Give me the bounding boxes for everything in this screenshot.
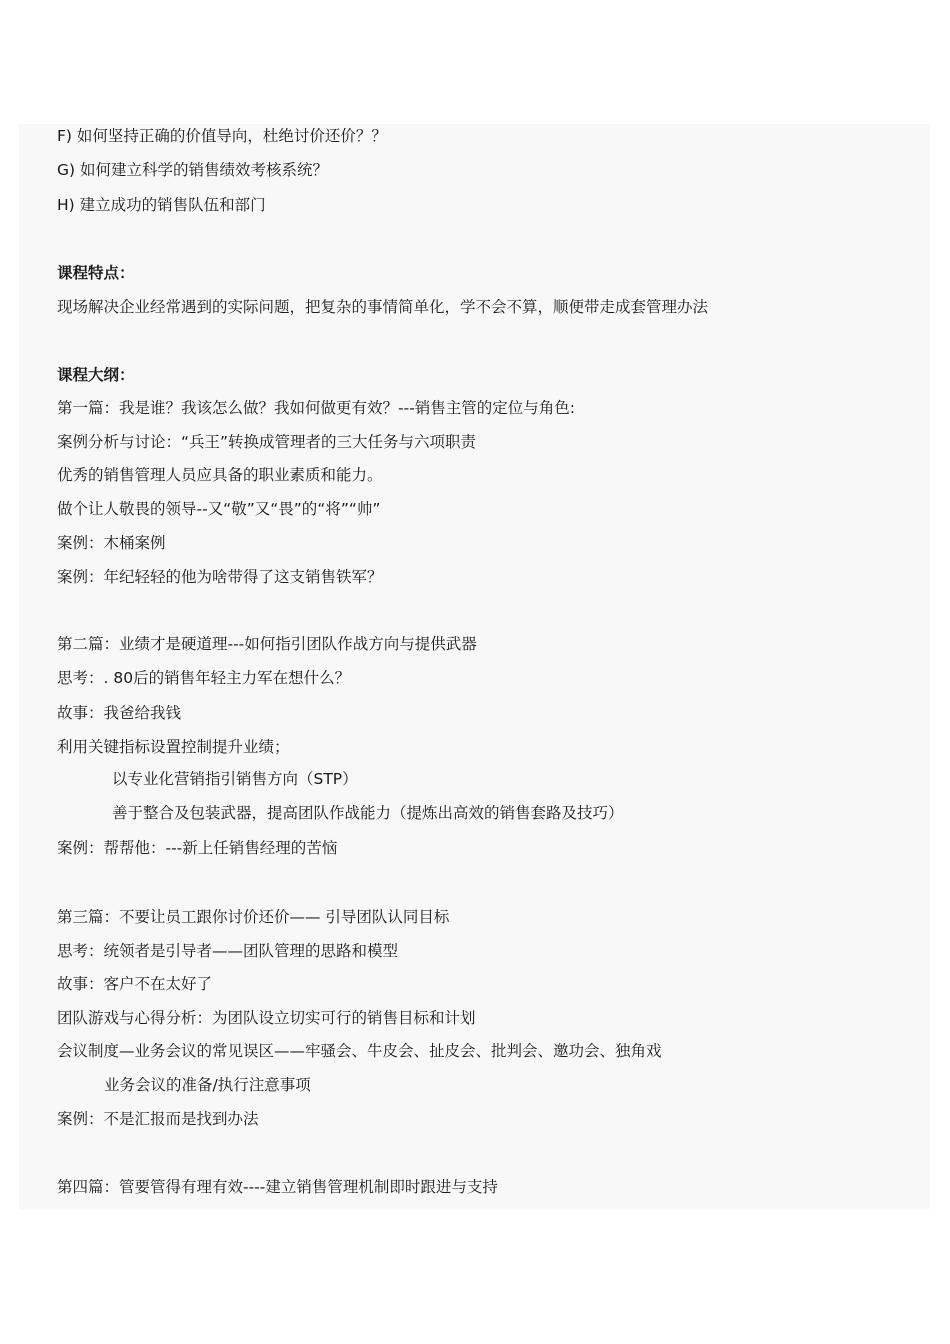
chapter-1-item: 优秀的销售管理人员应具备的职业素质和能力。 <box>57 466 383 484</box>
chapter-2-item: 思考：. 80后的销售年轻主力军在想什么？ <box>57 669 351 687</box>
chapter-3-item: 故事：客户不在太好了 <box>57 975 213 993</box>
chapter-1-title: 第一篇：我是谁？我该怎么做？我如何做更有效？---销售主管的定位与角色: <box>57 399 576 417</box>
chapter-2-item: 利用关键指标设置控制提升业绩； <box>57 738 290 756</box>
chapter-3-item: 团队游戏与心得分析：为团队设立切实可行的销售目标和计划 <box>57 1009 476 1027</box>
chapter-2-item: 案例：帮帮他：---新上任销售经理的苦恼 <box>57 839 338 857</box>
chapter-1-item: 做个让人敬畏的领导--又“敬”又“畏”的“将”“帅” <box>57 500 381 518</box>
item-g: G) 如何建立科学的销售绩效考核系统？ <box>57 161 328 179</box>
chapter-1-item: 案例：木桶案例 <box>57 534 166 552</box>
chapter-3-item: 思考：统领者是引导者——团队管理的思路和模型 <box>57 942 399 960</box>
chapter-2-item: 故事：我爸给我钱 <box>57 704 182 722</box>
chapter-1-item: 案例：年纪轻轻的他为啥带得了这支销售铁军？ <box>57 568 383 586</box>
chapter-3-item: 案例：不是汇报而是找到办法 <box>57 1110 259 1128</box>
chapter-2-title: 第二篇：业绩才是硬道理---如何指引团队作战方向与提供武器 <box>57 635 477 653</box>
item-h: H) 建立成功的销售队伍和部门 <box>57 196 266 214</box>
chapter-4-title: 第四篇：管要管得有理有效----建立销售管理机制即时跟进与支持 <box>57 1178 498 1196</box>
section-heading-outline: 课程大纲： <box>57 366 135 384</box>
chapter-3-item: 会议制度—业务会议的常见误区——牢骚会、牛皮会、扯皮会、批判会、邀功会、独角戏 <box>57 1042 662 1060</box>
features-text: 现场解决企业经常遇到的实际问题，把复杂的事情简单化，学不会不算，顺便带走成套管理办法 <box>57 298 709 316</box>
chapter-3-subitem: 业务会议的准备/执行注意事项 <box>104 1076 311 1094</box>
chapter-3-title: 第三篇：不要让员工跟你讨价还价—— 引导团队认同目标 <box>57 908 450 926</box>
section-heading-features: 课程特点： <box>57 264 135 282</box>
item-f: F) 如何坚持正确的价值导向，杜绝讨价还价？？ <box>57 127 387 145</box>
chapter-2-subitem: 善于整合及包装武器，提高团队作战能力（提炼出高效的销售套路及技巧） <box>112 804 624 822</box>
chapter-2-subitem: 以专业化营销指引销售方向（STP） <box>112 770 358 788</box>
chapter-1-item: 案例分析与讨论：“兵王”转换成管理者的三大任务与六项职责 <box>57 433 477 451</box>
